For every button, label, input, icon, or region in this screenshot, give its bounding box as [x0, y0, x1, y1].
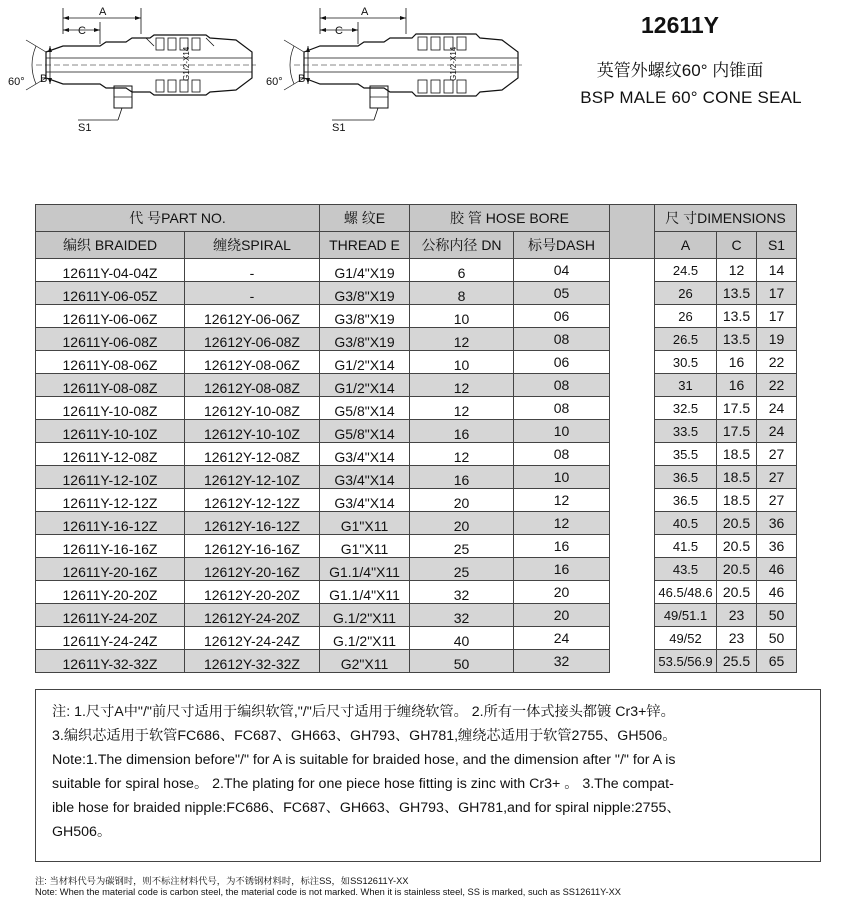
cell-dn: 32 [410, 581, 514, 604]
cell-spiral: 12612Y-06-06Z [185, 305, 320, 328]
cell-spacer [610, 489, 655, 512]
cell-s1: 19 [757, 328, 797, 351]
cell-braided: 12611Y-06-05Z [36, 282, 185, 305]
cell-a: 31 [655, 374, 717, 397]
cell-spacer [610, 512, 655, 535]
cell-dash: 08 [514, 443, 610, 466]
note-line: 注: 1.尺寸A中"/"前尺寸适用于编织软管,"/"后尺寸适用于缠绕软管。 2.所有一体式接头都镀 Cr3+锌。 [52, 704, 675, 720]
header-braided: 编织 BRAIDED [36, 232, 185, 259]
cell-a: 53.5/56.9 [655, 650, 717, 673]
cell-thread: G3/4"X14 [320, 443, 410, 466]
cell-dn: 12 [410, 397, 514, 420]
cell-spiral: 12612Y-32-32Z [185, 650, 320, 673]
cell-s1: 27 [757, 443, 797, 466]
header-dn: 公称内径 DN [410, 232, 514, 259]
table-row [36, 443, 797, 466]
cell-thread: G.1/2"X11 [320, 604, 410, 627]
dim-c-label: C [335, 25, 343, 37]
cell-a: 49/52 [655, 627, 717, 650]
cell-a: 26 [655, 282, 717, 305]
cell-braided: 12611Y-32-32Z [36, 650, 185, 673]
cell-thread: G1/2"X14 [320, 374, 410, 397]
cell-s1: 22 [757, 351, 797, 374]
cell-spiral: 12612Y-08-06Z [185, 351, 320, 374]
table-row [36, 558, 797, 581]
cell-spacer [610, 328, 655, 351]
cell-dn: 8 [410, 282, 514, 305]
cell-c: 18.5 [717, 466, 757, 489]
footer-note-en: Note: When the material code is carbon steel, the material code is not marked. When it is stainless steel, SS is marked, such as SS12611Y-XX [35, 887, 621, 897]
cell-a: 26 [655, 305, 717, 328]
dim-b-label: B [40, 73, 48, 85]
cell-spacer [610, 443, 655, 466]
cell-dn: 12 [410, 443, 514, 466]
header-hose-bore: 胶 管 HOSE BORE [410, 205, 610, 232]
table-row [36, 282, 797, 305]
cell-spiral: 12612Y-06-08Z [185, 328, 320, 351]
cell-s1: 14 [757, 259, 797, 282]
table-row [36, 650, 797, 673]
dim-c-label: C [78, 25, 86, 37]
cell-s1: 50 [757, 627, 797, 650]
cell-braided: 12611Y-24-20Z [36, 604, 185, 627]
cell-dash: 20 [514, 581, 610, 604]
cell-spiral: - [185, 282, 320, 305]
cell-dash: 10 [514, 420, 610, 443]
cell-spacer [610, 305, 655, 328]
cell-dn: 10 [410, 351, 514, 374]
footer-note [35, 876, 621, 898]
cell-dn: 25 [410, 535, 514, 558]
table-row [36, 466, 797, 489]
cell-dash: 16 [514, 535, 610, 558]
table-row [36, 489, 797, 512]
title-chinese: 英管外螺纹60° 内锥面 [596, 61, 764, 80]
product-code: 12611Y [640, 12, 720, 38]
cell-spiral: - [185, 259, 320, 282]
cell-a: 43.5 [655, 558, 717, 581]
cell-s1: 27 [757, 489, 797, 512]
cell-dash: 10 [514, 466, 610, 489]
table-row [36, 328, 797, 351]
cell-braided: 12611Y-10-08Z [36, 397, 185, 420]
cell-dash: 08 [514, 328, 610, 351]
cell-a: 46.5/48.6 [655, 581, 717, 604]
cell-thread: G1"X11 [320, 535, 410, 558]
cell-spiral: 12612Y-12-12Z [185, 489, 320, 512]
cell-c: 20.5 [717, 581, 757, 604]
cell-dn: 10 [410, 305, 514, 328]
cell-c: 20.5 [717, 558, 757, 581]
cell-dash: 12 [514, 512, 610, 535]
thread-mark: G1/2-X14 [182, 46, 191, 81]
table-row [36, 374, 797, 397]
cell-a: 49/51.1 [655, 604, 717, 627]
cell-c: 20.5 [717, 535, 757, 558]
cell-dash: 24 [514, 627, 610, 650]
cell-c: 12 [717, 259, 757, 282]
cell-c: 16 [717, 374, 757, 397]
cell-a: 33.5 [655, 420, 717, 443]
cell-spiral: 12612Y-20-20Z [185, 581, 320, 604]
header-dash: 标号DASH [514, 232, 610, 259]
cell-c: 23 [717, 627, 757, 650]
cell-thread: G.1/2"X11 [320, 627, 410, 650]
header-part-no: 代 号PART NO. [36, 205, 320, 232]
cell-c: 16 [717, 351, 757, 374]
title-english: BSP MALE 60° CONE SEAL [580, 88, 802, 107]
header-spacer [610, 205, 655, 259]
thread-mark: G1/2-X14 [449, 46, 458, 81]
cell-c: 18.5 [717, 489, 757, 512]
cell-dn: 6 [410, 259, 514, 282]
cell-spiral: 12612Y-08-08Z [185, 374, 320, 397]
cell-braided: 12611Y-06-06Z [36, 305, 185, 328]
cell-dash: 08 [514, 374, 610, 397]
cell-dn: 12 [410, 374, 514, 397]
cell-spiral: 12612Y-24-20Z [185, 604, 320, 627]
cell-spacer [610, 397, 655, 420]
cell-thread: G1"X11 [320, 512, 410, 535]
cell-spiral: 12612Y-24-24Z [185, 627, 320, 650]
cell-thread: G3/4"X14 [320, 466, 410, 489]
cell-thread: G3/8"X19 [320, 328, 410, 351]
cell-braided: 12611Y-12-12Z [36, 489, 185, 512]
cell-spiral: 12612Y-10-08Z [185, 397, 320, 420]
header-dimensions: 尺 寸DIMENSIONS [655, 205, 797, 232]
cell-braided: 12611Y-12-10Z [36, 466, 185, 489]
cell-a: 32.5 [655, 397, 717, 420]
cell-thread: G3/4"X14 [320, 489, 410, 512]
cell-dash: 06 [514, 351, 610, 374]
note-line: 3.编织芯适用于软管FC686、FC687、GH663、GH793、GH781,缠绕芯适用于软管2755、GH506。 [52, 728, 677, 744]
dim-b-label: B [298, 73, 306, 85]
cell-c: 18.5 [717, 443, 757, 466]
cell-dash: 06 [514, 305, 610, 328]
cell-dn: 16 [410, 466, 514, 489]
cell-spiral: 12612Y-16-12Z [185, 512, 320, 535]
cell-thread: G1.1/4"X11 [320, 558, 410, 581]
cell-dash: 16 [514, 558, 610, 581]
cell-dn: 20 [410, 512, 514, 535]
cell-braided: 12611Y-06-08Z [36, 328, 185, 351]
cell-c: 13.5 [717, 282, 757, 305]
cell-thread: G1.1/4"X11 [320, 581, 410, 604]
cell-spacer [610, 650, 655, 673]
table-row [36, 512, 797, 535]
header-thread: THREAD E [320, 232, 410, 259]
cell-spacer [610, 535, 655, 558]
cell-s1: 24 [757, 397, 797, 420]
cell-dash: 04 [514, 259, 610, 282]
cell-spacer [610, 259, 655, 282]
header-c: C [717, 232, 757, 259]
cell-spacer [610, 627, 655, 650]
footer-note-cn: 注: 当材料代号为碳钢时，则不标注材料代号，为不锈钢材料时，标注SS，如SS12611Y-XX [35, 876, 409, 886]
notes-box [35, 689, 821, 862]
cell-c: 23 [717, 604, 757, 627]
cell-thread: G3/8"X19 [320, 305, 410, 328]
cell-c: 17.5 [717, 397, 757, 420]
cell-a: 24.5 [655, 259, 717, 282]
table-row [36, 604, 797, 627]
cell-s1: 46 [757, 558, 797, 581]
dim-s1-label: S1 [78, 122, 92, 134]
cell-braided: 12611Y-24-24Z [36, 627, 185, 650]
cell-braided: 12611Y-10-10Z [36, 420, 185, 443]
cell-a: 26.5 [655, 328, 717, 351]
cell-a: 36.5 [655, 489, 717, 512]
cell-spacer [610, 581, 655, 604]
cell-spacer [610, 604, 655, 627]
cell-s1: 50 [757, 604, 797, 627]
table-row [36, 627, 797, 650]
note-line: GH506。 [52, 824, 112, 840]
cell-braided: 12611Y-08-08Z [36, 374, 185, 397]
angle-label: 60° [266, 76, 283, 88]
cell-braided: 12611Y-12-08Z [36, 443, 185, 466]
cell-c: 13.5 [717, 305, 757, 328]
cell-c: 17.5 [717, 420, 757, 443]
cell-thread: G1/2"X14 [320, 351, 410, 374]
cell-braided: 12611Y-08-06Z [36, 351, 185, 374]
cell-c: 20.5 [717, 512, 757, 535]
cell-s1: 17 [757, 305, 797, 328]
cell-braided: 12611Y-16-16Z [36, 535, 185, 558]
cell-dn: 16 [410, 420, 514, 443]
note-line: suitable for spiral hose。 2.The plating for one piece hose fitting is zinc with Cr3+ 。 3.The compat- [52, 776, 674, 792]
cell-dash: 20 [514, 604, 610, 627]
note-line: ible hose for braided nipple:FC686、FC687、GH663、GH793、GH781,and for spiral nipple:2755、 [52, 800, 681, 816]
cell-s1: 36 [757, 535, 797, 558]
cell-a: 36.5 [655, 466, 717, 489]
cell-s1: 65 [757, 650, 797, 673]
spec-table [35, 204, 797, 673]
cell-spiral: 12612Y-20-16Z [185, 558, 320, 581]
cell-a: 40.5 [655, 512, 717, 535]
cell-a: 35.5 [655, 443, 717, 466]
cell-braided: 12611Y-20-20Z [36, 581, 185, 604]
cell-braided: 12611Y-04-04Z [36, 259, 185, 282]
cell-dn: 20 [410, 489, 514, 512]
dim-a-label: A [99, 6, 107, 18]
dim-a-label: A [361, 6, 369, 18]
fitting-drawing-spiral [266, 0, 526, 140]
cell-s1: 46 [757, 581, 797, 604]
cell-thread: G5/8"X14 [320, 420, 410, 443]
cell-dash: 12 [514, 489, 610, 512]
table-row [36, 259, 797, 282]
cell-spacer [610, 558, 655, 581]
cell-spacer [610, 420, 655, 443]
cell-dn: 25 [410, 558, 514, 581]
cell-spacer [610, 351, 655, 374]
cell-dn: 40 [410, 627, 514, 650]
cell-thread: G3/8"X19 [320, 282, 410, 305]
cell-braided: 12611Y-20-16Z [36, 558, 185, 581]
header-thread-cn: 螺 纹E [320, 205, 410, 232]
cell-spiral: 12612Y-12-10Z [185, 466, 320, 489]
cell-c: 13.5 [717, 328, 757, 351]
cell-s1: 27 [757, 466, 797, 489]
cell-dash: 05 [514, 282, 610, 305]
table-row [36, 535, 797, 558]
cell-dash: 08 [514, 397, 610, 420]
table-row [36, 397, 797, 420]
cell-thread: G2"X11 [320, 650, 410, 673]
cell-spiral: 12612Y-16-16Z [185, 535, 320, 558]
angle-label: 60° [8, 76, 25, 88]
cell-s1: 24 [757, 420, 797, 443]
table-row [36, 420, 797, 443]
cell-s1: 17 [757, 282, 797, 305]
cell-dn: 12 [410, 328, 514, 351]
header-spiral: 缠绕SPIRAL [185, 232, 320, 259]
cell-spacer [610, 466, 655, 489]
note-line: Note:1.The dimension before"/" for A is suitable for braided hose, and the dimension after "/" for A is [52, 752, 676, 768]
cell-a: 41.5 [655, 535, 717, 558]
cell-spiral: 12612Y-12-08Z [185, 443, 320, 466]
cell-s1: 36 [757, 512, 797, 535]
header-a: A [655, 232, 717, 259]
table-row [36, 351, 797, 374]
cell-thread: G1/4"X19 [320, 259, 410, 282]
cell-s1: 22 [757, 374, 797, 397]
cell-braided: 12611Y-16-12Z [36, 512, 185, 535]
cell-dash: 32 [514, 650, 610, 673]
dim-s1-label: S1 [332, 122, 346, 134]
cell-spacer [610, 282, 655, 305]
table-row [36, 305, 797, 328]
cell-spacer [610, 374, 655, 397]
table-row [36, 581, 797, 604]
cell-spiral: 12612Y-10-10Z [185, 420, 320, 443]
cell-dn: 32 [410, 604, 514, 627]
fitting-drawing-braided [6, 0, 261, 140]
cell-dn: 50 [410, 650, 514, 673]
cell-a: 30.5 [655, 351, 717, 374]
header-s1: S1 [757, 232, 797, 259]
cell-thread: G5/8"X14 [320, 397, 410, 420]
cell-c: 25.5 [717, 650, 757, 673]
